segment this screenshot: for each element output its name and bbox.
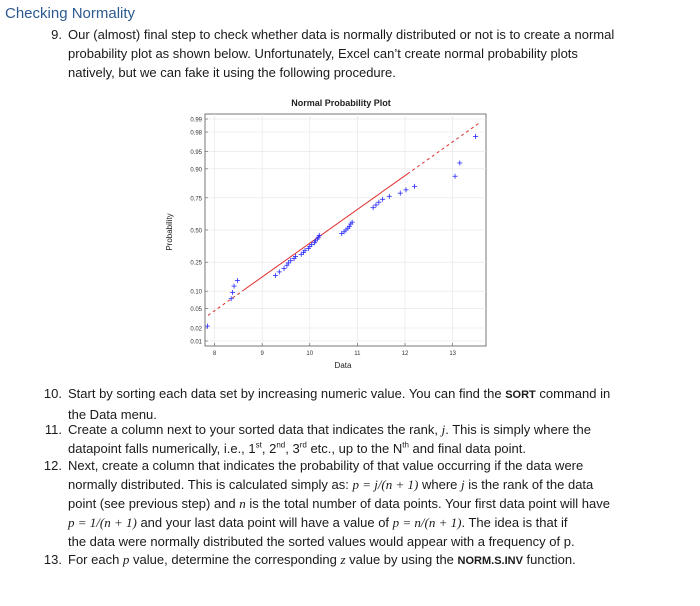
item-10-line-2: the Data menu. bbox=[68, 407, 157, 422]
text-run: where bbox=[418, 477, 462, 492]
text-run: is the rank of the data bbox=[464, 477, 594, 492]
text-run: Start by sorting each data set by increasing numeric value. You can find the bbox=[68, 386, 506, 401]
ordinal-suffix: rd bbox=[299, 440, 307, 450]
x-tick-label: 10 bbox=[306, 351, 314, 357]
text-run: normally distributed. This is calculated simply as: bbox=[68, 477, 353, 492]
x-tick-label: 12 bbox=[401, 351, 409, 357]
item-text bbox=[68, 456, 683, 551]
normal-probability-plot bbox=[150, 92, 500, 374]
text-run: , 2 bbox=[261, 441, 277, 456]
var-z: z bbox=[340, 552, 346, 567]
item-9-line-1: Our (almost) final step to check whether data is normally distributed or not is to create a normal bbox=[68, 27, 615, 42]
item-13-line-1 bbox=[68, 550, 683, 571]
text-run: For each bbox=[68, 552, 123, 567]
formula-first: p = 1/(n + 1) bbox=[68, 515, 137, 530]
item-12-line-2 bbox=[68, 475, 683, 494]
text-run: is the total number of data points. Your first data point will have bbox=[245, 496, 610, 511]
var-j: j bbox=[441, 422, 446, 437]
item-number: 9. bbox=[51, 27, 62, 42]
item-9-line-3: natively, but we can fake it using the following procedure. bbox=[68, 65, 396, 80]
text-run: etc., up to the N bbox=[306, 441, 403, 456]
y-tick-label: 0.10 bbox=[190, 289, 202, 296]
x-axis-label: Data bbox=[334, 361, 352, 370]
item-10-line-1 bbox=[68, 384, 678, 405]
item-12-line-4 bbox=[68, 513, 683, 532]
text-run: . This is simply where the bbox=[445, 422, 591, 437]
section-heading: Checking Normality bbox=[5, 5, 136, 22]
text-run: , 3 bbox=[285, 441, 300, 456]
y-tick-label: 0.95 bbox=[190, 150, 202, 157]
text-run: function. bbox=[522, 552, 576, 567]
item-number: 13. bbox=[43, 552, 62, 567]
item-11-line-1 bbox=[68, 420, 678, 439]
text-run: command in bbox=[535, 386, 611, 401]
text-run: and your last data point will have a value of bbox=[136, 515, 393, 530]
sort-command: SORT bbox=[505, 389, 536, 401]
item-number: 11. bbox=[44, 422, 62, 437]
y-tick-label: 0.25 bbox=[190, 260, 202, 267]
text-run: and final data point. bbox=[408, 441, 526, 456]
text-run: . The idea is that if bbox=[461, 515, 568, 530]
text-run: value by using the bbox=[345, 552, 458, 567]
var-p: p bbox=[122, 552, 130, 567]
y-tick-label: 0.01 bbox=[190, 339, 202, 346]
var-n: n bbox=[239, 496, 246, 511]
y-tick-label: 0.02 bbox=[190, 326, 202, 333]
item-text bbox=[68, 25, 668, 82]
var-j: j bbox=[461, 477, 465, 492]
item-12-line-3 bbox=[68, 494, 683, 513]
item-12-line-1: Next, create a column that indicates the probability of that value occurring if the data were bbox=[68, 458, 584, 473]
y-tick-label: 0.90 bbox=[190, 167, 202, 174]
item-number: 12. bbox=[43, 458, 62, 473]
x-tick-label: 11 bbox=[354, 351, 361, 357]
x-tick-label: 9 bbox=[260, 351, 264, 357]
ordinal-suffix: nd bbox=[276, 440, 286, 450]
y-tick-label: 0.05 bbox=[190, 306, 202, 313]
ordinal-suffix: th bbox=[402, 440, 409, 450]
item-9-line-2: probability plot as shown below. Unfortunately, Excel can’t create normal probability plots bbox=[68, 46, 578, 61]
y-tick-label: 0.75 bbox=[190, 196, 202, 203]
y-tick-label: 0.98 bbox=[190, 130, 202, 137]
text-run: Create a column next to your sorted data that indicates the rank, bbox=[68, 422, 442, 437]
y-tick-label: 0.50 bbox=[190, 228, 202, 235]
norm-s-inv-function: NORM.S.INV bbox=[457, 555, 523, 567]
text-run: value, determine the corresponding bbox=[129, 552, 341, 567]
item-text bbox=[68, 420, 678, 458]
y-tick-label: 0.99 bbox=[190, 117, 202, 124]
ordinal-suffix: st bbox=[255, 440, 262, 450]
text-run: datapoint falls numerically, i.e., 1 bbox=[68, 441, 256, 456]
formula-p-rank: p = j/(n + 1) bbox=[352, 477, 419, 492]
x-tick-label: 8 bbox=[212, 351, 217, 357]
item-text bbox=[68, 550, 683, 571]
item-number: 10. bbox=[43, 386, 62, 401]
item-text bbox=[68, 384, 678, 424]
item-12-line-5: the data were normally distributed the sorted values would appear with a frequency of p. bbox=[68, 534, 575, 549]
formula-last: p = n/(n + 1) bbox=[392, 515, 462, 530]
chart-title: Normal Probability Plot bbox=[291, 98, 391, 108]
text-run: point (see previous step) and bbox=[68, 496, 240, 511]
y-axis-label: Probability bbox=[165, 213, 174, 251]
x-tick-label: 13 bbox=[449, 351, 457, 357]
